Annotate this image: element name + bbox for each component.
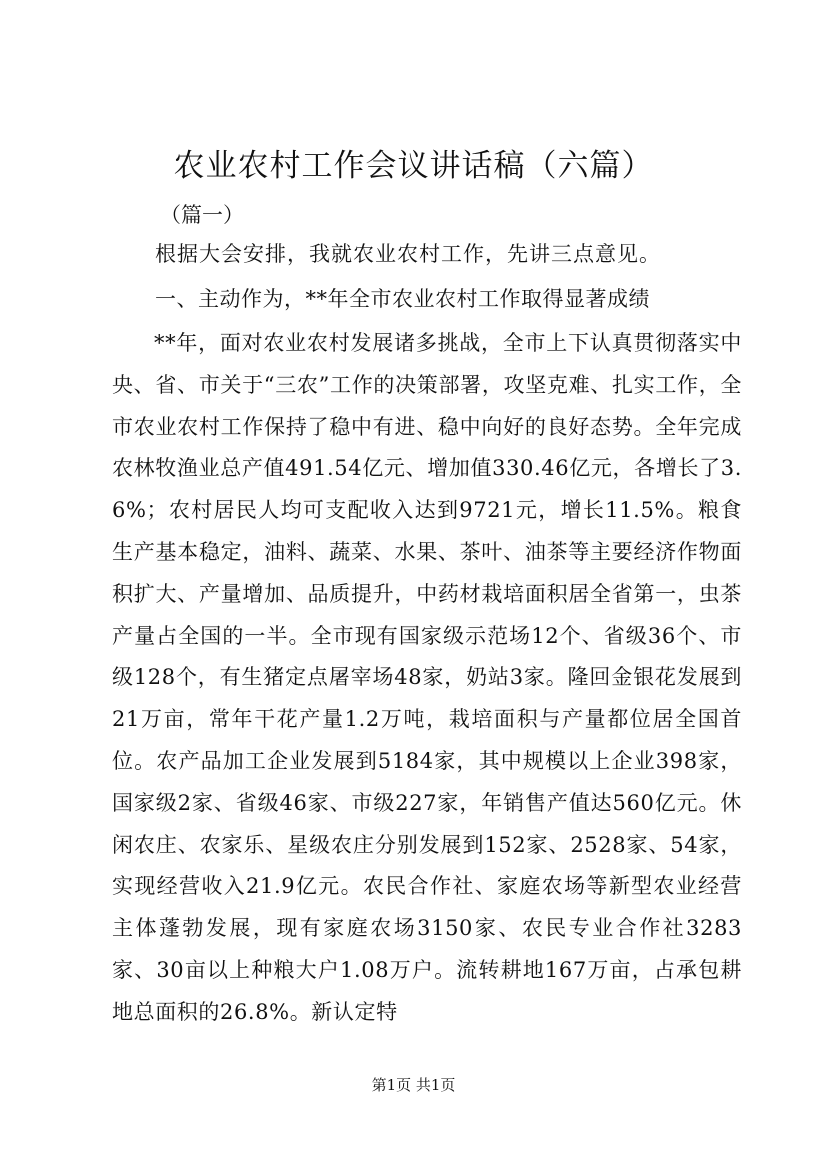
intro-paragraph: 根据大会安排，我就农业农村工作，先讲三点意见。 xyxy=(155,242,661,266)
section-heading: 一、主动作为，**年全市农业农村工作取得显著成绩 xyxy=(155,287,650,311)
chapter-subheading: （篇一） xyxy=(160,203,244,227)
document-title: 农业农村工作会议讲话稿（六篇） xyxy=(173,148,654,184)
body-paragraph: **年，面对农业农村发展诸多挑战，全市上下认真贯彻落实中央、省、市关于“三农”工作的决策部署，攻坚克难、扎实工作，全市农业农村工作保持了稳中有进、稳中向好的良好态势。全年完成农林牧渔业总产值491.54亿元、增加值330.46亿元，各增长了3.6%；农村居民人均可支配收入达到9721元，增长11.5%。粮食生产基本稳定，油料、蔬菜、水果、茶叶、油茶等主要经济作物面积扩大、产量增加、品质提升，中药材栽培面积居全省第一，虫茶产量占全国的一半。全市现有国家级示范场12个、省级36个、市级128个，有生猪定点屠宰场48家，奶站3家。隆回金银花发展到21万亩，常年干花产量1.2万吨，栽培面积与产量都位居全国首位。农产品加工企业发展到5184家，其中规模以上企业398家，国家级2家、省级46家、市级227家，年销售产值达560亿元。休闲农庄、农家乐、星级农庄分别发展到152家、2528家、54家，实现经营收入21.9亿元。农民合作社、家庭农场等新型农业经营主体蓬勃发展，现有家庭农场3150家、农民专业合作社3283家、30亩以上种粮大户1.08万户。流转耕地167万亩，占承包耕地总面积的26.8%。新认定特 xyxy=(112,331,742,1024)
page-footer: 第1页 共1页 xyxy=(371,1076,456,1094)
